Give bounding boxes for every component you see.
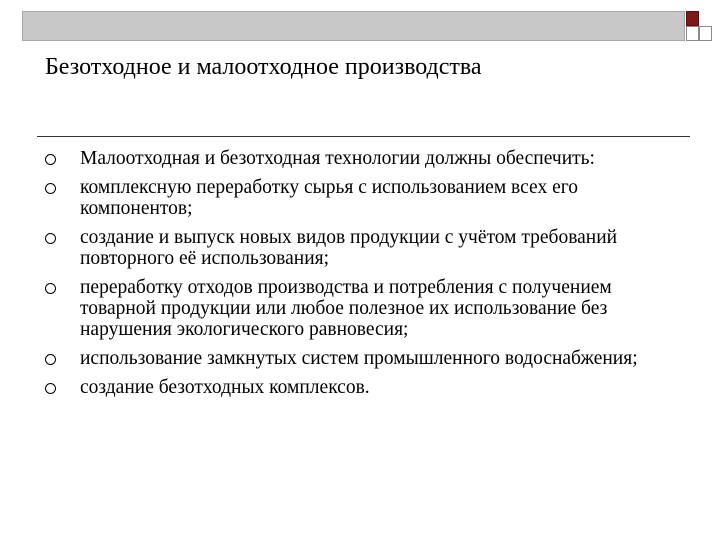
bullet-item xyxy=(45,227,685,269)
hollow-circle-bullet-icon xyxy=(45,154,56,165)
bullet-item xyxy=(45,348,685,369)
bullet-item xyxy=(45,377,685,398)
bullet-text: Малоотходная и безотходная технологии должны обеспечить: xyxy=(80,148,595,169)
bullet-list xyxy=(45,148,685,406)
corner-square-outline-right xyxy=(699,26,712,41)
bullet-text: комплексную переработку сырья с использованием всех его компонентов; xyxy=(80,177,578,219)
corner-square-filled xyxy=(686,11,699,26)
bullet-text: использование замкнутых систем промышленного водоснабжения; xyxy=(80,348,638,369)
header-bar xyxy=(22,11,685,41)
bullet-text: переработку отходов производства и потребления с получением товарной продукции или любое полезное их использование без нарушения экологического равновесия; xyxy=(80,277,612,340)
corner-square-outline-left xyxy=(686,26,699,41)
hollow-circle-bullet-icon xyxy=(45,383,56,394)
bullet-item xyxy=(45,148,685,169)
hollow-circle-bullet-icon xyxy=(45,354,56,365)
corner-decoration xyxy=(686,11,712,41)
bullet-text: создание безотходных комплексов. xyxy=(80,377,370,398)
slide-title: Безотходное и малоотходное производства xyxy=(45,54,482,80)
bullet-item xyxy=(45,277,685,340)
bullet-text: создание и выпуск новых видов продукции с учётом требований повторного её использования; xyxy=(80,227,618,269)
hollow-circle-bullet-icon xyxy=(45,233,56,244)
hollow-circle-bullet-icon xyxy=(45,283,56,294)
title-divider xyxy=(37,136,690,137)
bullet-item xyxy=(45,177,685,219)
hollow-circle-bullet-icon xyxy=(45,183,56,194)
